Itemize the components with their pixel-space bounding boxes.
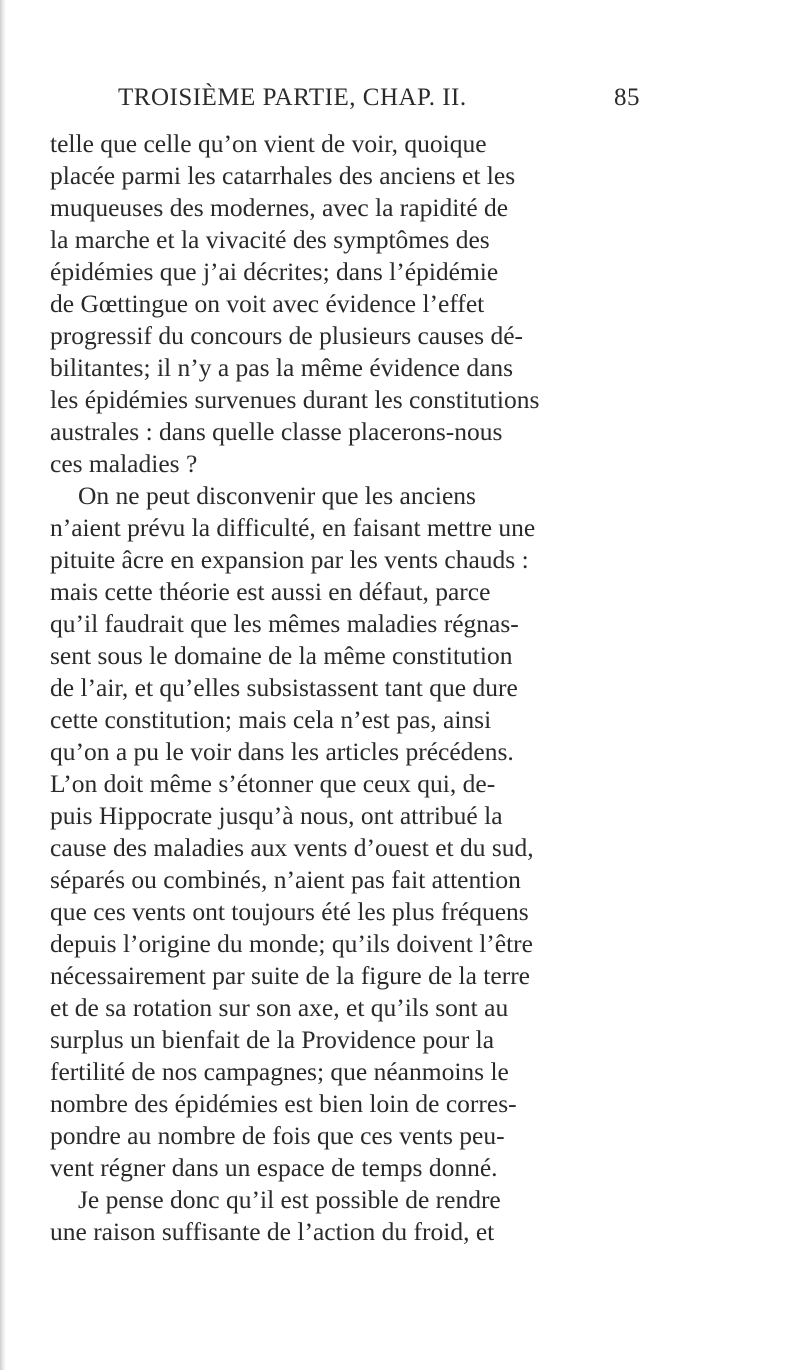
text-line: Je pense donc qu’il est possible de rendre [78, 1185, 501, 1214]
text-line: de Gœttingue on voit avec évidence l’effet [50, 289, 485, 318]
text-line: les épidémies survenues durant les constitutions [50, 385, 540, 414]
text-line: que ces vents ont toujours été les plus fréquens [50, 897, 529, 926]
page-number: 85 [614, 84, 640, 111]
text-line: cette constitution; mais cela n’est pas, ainsi [50, 705, 492, 734]
text-line: fertilité de nos campagnes; que néanmoins le [50, 1057, 509, 1086]
text-line: une raison suffisante de l’action du froid, et [50, 1217, 495, 1246]
text-line: On ne peut disconvenir que les anciens [78, 481, 476, 510]
text-line: placée parmi les catarrhales des anciens et les [50, 161, 516, 190]
text-line: sent sous le domaine de la même constitution [50, 641, 513, 670]
text-line: nombre des épidémies est bien loin de corres- [50, 1089, 517, 1118]
text-line: épidémies que j’ai décrites; dans l’épidémie [50, 257, 499, 286]
text-line: cause des maladies aux vents d’ouest et du sud, [50, 833, 534, 862]
text-line: puis Hippocrate jusqu’à nous, ont attribué la [50, 801, 503, 830]
text-line: de l’air, et qu’elles subsistassent tant que dure [50, 673, 518, 702]
text-line: ces maladies ? [50, 449, 198, 478]
text-line: qu’on a pu le voir dans les articles précédens. [50, 737, 514, 766]
text-line: nécessairement par suite de la figure de la terre [50, 961, 531, 990]
running-title: TROISIÈME PARTIE, CHAP. II. [118, 84, 467, 111]
text-line: pondre au nombre de fois que ces vents peu- [50, 1121, 505, 1150]
text-line: vent régner dans un espace de temps donné. [50, 1153, 498, 1182]
page-header [118, 84, 640, 118]
text-line: surplus un bienfait de la Providence pour la [50, 1025, 495, 1054]
text-line: mais cette théorie est aussi en défaut, parce [50, 577, 491, 606]
text-line: bilitantes; il n’y a pas la même évidence dans [50, 353, 514, 382]
text-line: qu’il faudrait que les mêmes maladies régnas- [50, 609, 519, 638]
binding-gutter [0, 0, 6, 1370]
text-line: et de sa rotation sur son axe, et qu’ils sont au [50, 993, 509, 1022]
text-line: L’on doit même s’étonner que ceux qui, de- [50, 769, 496, 798]
text-line: la marche et la vivacité des symptômes des [50, 225, 490, 254]
text-line: muqueuses des modernes, avec la rapidité de [50, 193, 509, 222]
text-line: pituite âcre en expansion par les vents chauds : [50, 545, 529, 574]
text-line: n’aient prévu la difficulté, en faisant mettre une [50, 513, 536, 542]
text-line: séparés ou combinés, n’aient pas fait attention [50, 865, 521, 894]
text-line: australes : dans quelle classe placerons-nous [50, 417, 503, 446]
text-line: telle que celle qu’on vient de voir, quoique [50, 129, 487, 158]
text-line: depuis l’origine du monde; qu’ils doivent l’être [50, 929, 533, 958]
body-text [16, 128, 776, 1248]
text-line: progressif du concours de plusieurs causes dé- [50, 321, 524, 350]
